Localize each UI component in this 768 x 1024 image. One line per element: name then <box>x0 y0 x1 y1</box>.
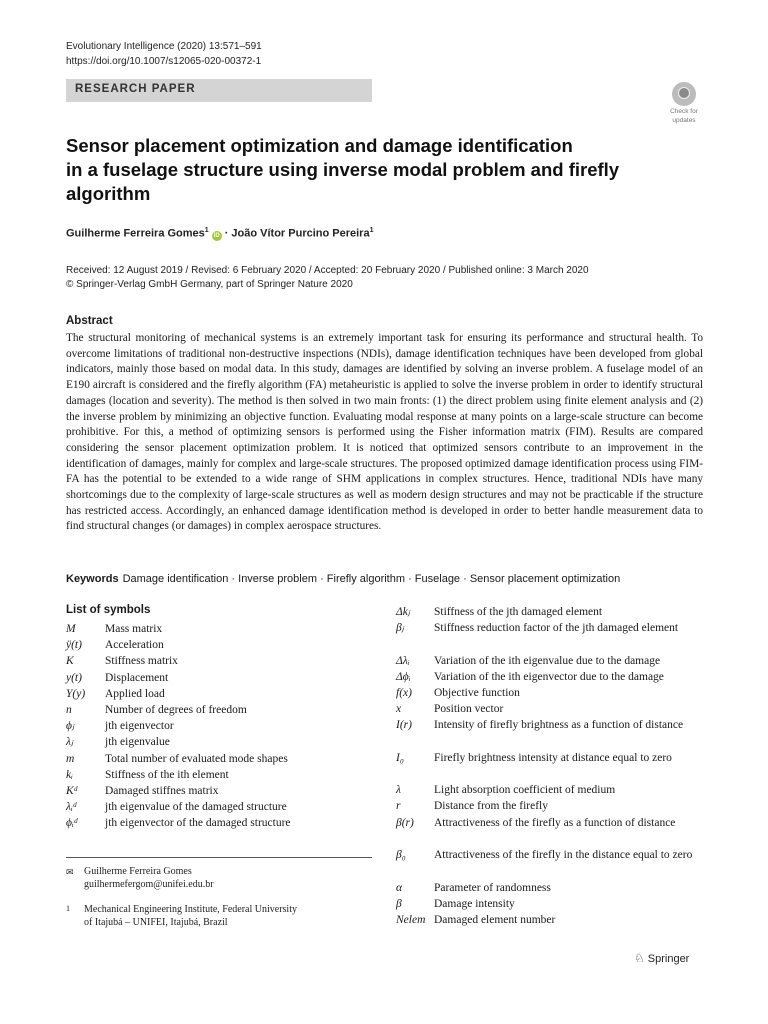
affiliation-number: 1 <box>66 904 70 913</box>
symbol-description: Acceleration <box>105 639 164 652</box>
affiliation <box>84 903 297 929</box>
publisher-mark <box>634 951 689 965</box>
symbol-description: Stiffness matrix <box>105 655 178 668</box>
symbol: λᵢᵈ <box>66 801 77 814</box>
symbol-description: Damage intensity <box>434 898 515 910</box>
symbol-description: Stiffness of the ith element <box>105 768 229 781</box>
symbol-description: Damaged element number <box>434 914 556 926</box>
symbol-description: jth eigenvector <box>105 720 174 733</box>
affiliation-line-1: Mechanical Engineering Institute, Federal University <box>84 904 297 915</box>
abstract-text: The structural monitoring of mechanical systems is an extremely important task for ensuring its performance and structural health. To overcome limitations of traditional non-destructive inspections (NDIs), damage identification techniques have been developed from global indicators, mainly those based on modal data. In this study, damages are identified by solving an inverse problem. A fuselage model of an E190 aircraft is considered and the firefly algorithm (FA) metaheuristic is applied to solve the inverse problem in order to identify structural damages (location and severity). The method is then solved in two main fronts: (1) the direct problem using finite element analysis and (2) the inverse problem by minimizing an objective function. Evaluating modal response at many points on a large-scale structure can become prohibitive. For this, a method of optimizing sensors is performed using the Fisher information matrix (FIM). Results are compared considering the sensor placement optimization problem. It is noticed that optimized sensors contribute to an improvement in the identification of damages, mainly for complex and large-scale structures. The proposed optimized damage identification process using FIM-FA has the potential to be extended to a wide range of SHM applications in complex structures. Hence, traditional NDIs have many shortcomings due to the complexity of large-scale structures as well as modern design structures and may not be practicable if the structure has restricted access. Accordingly, an enhanced damage identification method is developed in order to better handle measurement data to find structural changes (or damages) in complex aerospace structures. <box>66 332 703 533</box>
symbol-description: Objective function <box>434 687 520 699</box>
symbol-description: Distance from the firefly <box>434 800 548 812</box>
paper-title <box>66 134 626 206</box>
journal-citation: Evolutionary Intelligence (2020) 13:571–591 <box>66 41 262 52</box>
symbol-description: Stiffness of the jth damaged element <box>434 606 603 618</box>
check-for-updates-badge[interactable] <box>664 82 704 124</box>
author-2[interactable]: João Vítor Purcino Pereira <box>231 227 370 240</box>
symbol: m <box>66 752 75 765</box>
symbol-description: jth eigenvector of the damaged structure <box>105 817 291 830</box>
author-1-affil: 1 <box>204 227 209 234</box>
author-list <box>66 227 373 241</box>
symbol: ϕᵢᵈ <box>66 817 78 830</box>
symbol-description: jth eigenvalue of the damaged structure <box>105 801 287 814</box>
symbol: M <box>66 623 76 635</box>
symbol-description: Total number of evaluated mode shapes <box>105 752 288 765</box>
symbol: Δkⱼ <box>396 606 410 618</box>
article-type-banner <box>66 79 372 102</box>
symbol-description: Stiffness reduction factor of the jth damaged element <box>434 622 679 634</box>
publication-history <box>66 264 589 292</box>
symbol: f(x) <box>396 687 412 699</box>
symbol-description: Variation of the ith eigenvalue due to the damage <box>434 655 661 667</box>
symbol: βⱼ <box>396 622 404 634</box>
symbol-description: Firefly brightness intensity at distance equal to zero <box>434 752 672 764</box>
springer-horse-icon: ♘ <box>634 951 645 965</box>
symbol: y(t) <box>66 671 82 684</box>
symbol: I₀ <box>396 752 404 764</box>
doi-link[interactable]: https://doi.org/10.1007/s12065-020-00372-1 <box>66 56 262 67</box>
date-history: Received: 12 August 2019 / Revised: 6 February 2020 / Accepted: 20 February 2020 / Published online: 3 March 2020 <box>66 265 589 276</box>
article-type-label: RESEARCH PAPER <box>75 83 196 95</box>
keywords <box>66 573 620 585</box>
symbol: λⱼ <box>66 736 73 749</box>
envelope-icon: ✉ <box>66 867 74 877</box>
symbol-description: Damaged stiffnes matrix <box>105 785 219 797</box>
corresponding-name: Guilherme Ferreira Gomes <box>84 866 192 877</box>
symbol-description: Displacement <box>105 671 169 684</box>
keywords-text: Damage identification · Inverse problem · Firefly algorithm · Fuselage · Sensor placement optimization <box>122 573 621 585</box>
symbol: Y(y) <box>66 687 86 700</box>
symbol: α <box>396 882 403 894</box>
symbol: Nelem <box>396 914 426 926</box>
symbol-description: Attractiveness of the firefly in the distance equal to zero <box>434 849 693 861</box>
symbol-description: Parameter of randomness <box>434 882 551 894</box>
symbol-description: jth eigenvalue <box>105 736 170 749</box>
keywords-label: Keywords <box>66 573 119 585</box>
symbol-description: Attractiveness of the firefly as a function of distance <box>434 817 676 829</box>
symbol-description: Position vector <box>434 703 504 715</box>
abstract-heading: Abstract <box>66 315 113 327</box>
symbol: kᵢ <box>66 768 73 781</box>
symbol-description: Intensity of firefly brightness as a function of distance <box>434 719 684 731</box>
corresponding-email[interactable]: guilhermefergom@unifei.edu.br <box>84 879 214 890</box>
symbol: β <box>396 898 402 910</box>
symbol: ÿ(t) <box>66 639 82 652</box>
check-label-1: Check for <box>670 108 698 115</box>
author-separator: · <box>224 227 229 240</box>
corresponding-author <box>84 865 214 891</box>
title-line-2: in a fuselage structure using inverse modal problem and firefly <box>66 159 620 180</box>
check-label-2: updates <box>672 117 696 124</box>
symbol: Δϕᵢ <box>396 671 411 683</box>
title-line-1: Sensor placement optimization and damage identification <box>66 135 573 156</box>
author-2-affil: 1 <box>369 227 374 234</box>
symbol: ϕⱼ <box>66 720 74 733</box>
symbol-description: Light absorption coefficient of medium <box>434 784 616 796</box>
symbol: I(r) <box>396 719 412 731</box>
symbol-description: Number of degrees of freedom <box>105 704 247 716</box>
symbol: Kᵈ <box>66 785 78 797</box>
title-line-3: algorithm <box>66 183 151 204</box>
symbol-description: Applied load <box>105 687 165 700</box>
symbol: β(r) <box>396 817 414 829</box>
symbol: Δλᵢ <box>396 655 410 667</box>
orcid-icon[interactable]: iD <box>213 232 220 239</box>
symbol: λ <box>396 784 401 796</box>
author-1[interactable]: Guilherme Ferreira Gomes <box>66 227 205 240</box>
list-of-symbols-heading: List of symbols <box>66 604 151 616</box>
symbol: r <box>396 800 401 812</box>
symbol: n <box>66 704 72 716</box>
symbol: β₀ <box>396 849 406 861</box>
footnote-divider <box>66 857 372 858</box>
crossmark-icon <box>672 82 696 106</box>
symbol-description: Variation of the ith eigenvector due to the damage <box>434 671 664 683</box>
copyright: © Springer-Verlag GmbH Germany, part of Springer Nature 2020 <box>66 279 353 290</box>
symbol: x <box>396 703 402 715</box>
symbol-description: Mass matrix <box>105 623 163 635</box>
publisher-name: Springer <box>647 953 690 965</box>
affiliation-line-2: of Itajubá – UNIFEI, Itajubá, Brazil <box>84 917 228 928</box>
symbol: K <box>66 655 74 668</box>
